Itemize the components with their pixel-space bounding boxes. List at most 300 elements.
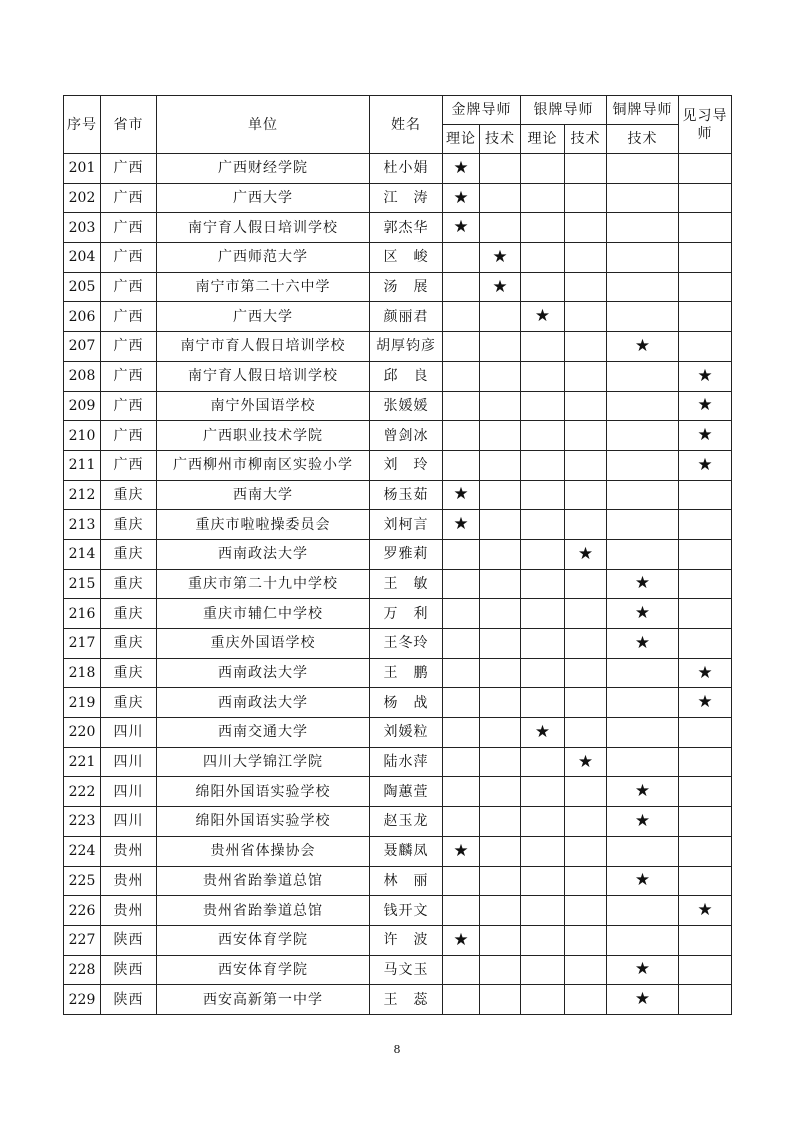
cell-silver-technique <box>565 539 607 569</box>
row-province: 广西 <box>101 243 157 273</box>
row-unit: 南宁育人假日培训学校 <box>157 361 370 391</box>
cell-trainee <box>679 836 732 866</box>
cell-gold-technique <box>480 213 521 243</box>
cell-gold-theory <box>443 213 480 243</box>
cell-gold-theory <box>443 154 480 184</box>
cell-bronze-technique <box>607 569 679 599</box>
cell-bronze-technique <box>607 836 679 866</box>
row-province: 重庆 <box>101 539 157 569</box>
cell-silver-technique <box>565 154 607 184</box>
cell-silver-theory <box>521 658 565 688</box>
star-icon: ★ <box>634 603 651 624</box>
row-unit: 西安高新第一中学 <box>157 985 370 1015</box>
page-number: 8 <box>393 1043 401 1056</box>
row-index: 212 <box>64 480 101 510</box>
row-province: 贵州 <box>101 896 157 926</box>
cell-bronze-technique <box>607 510 679 540</box>
star-icon: ★ <box>634 632 651 653</box>
cell-silver-technique <box>565 391 607 421</box>
cell-silver-theory <box>521 955 565 985</box>
cell-gold-theory <box>443 480 480 510</box>
cell-silver-technique <box>565 243 607 273</box>
star-icon: ★ <box>634 870 651 891</box>
cell-silver-theory <box>521 539 565 569</box>
cell-silver-theory <box>521 836 565 866</box>
cell-trainee <box>679 332 732 362</box>
cell-silver-theory <box>521 154 565 184</box>
row-name: 马文玉 <box>370 955 443 985</box>
row-name: 杨 战 <box>370 688 443 718</box>
cell-trainee <box>679 985 732 1015</box>
cell-gold-technique <box>480 688 521 718</box>
row-name: 颜丽君 <box>370 302 443 332</box>
cell-silver-theory <box>521 807 565 837</box>
cell-bronze-technique <box>607 539 679 569</box>
cell-silver-technique <box>565 450 607 480</box>
star-icon: ★ <box>697 692 713 713</box>
table-row <box>64 450 732 480</box>
cell-gold-theory <box>443 866 480 896</box>
cell-gold-technique <box>480 955 521 985</box>
table-row <box>64 243 732 273</box>
star-icon: ★ <box>634 989 651 1010</box>
row-name: 曾剑冰 <box>370 421 443 451</box>
row-name: 杨玉茹 <box>370 480 443 510</box>
cell-trainee <box>679 718 732 748</box>
row-unit: 南宁市第二十六中学 <box>157 272 370 302</box>
cell-gold-technique <box>480 332 521 362</box>
row-province: 广西 <box>101 332 157 362</box>
cell-silver-theory <box>521 688 565 718</box>
cell-silver-technique <box>565 599 607 629</box>
cell-trainee <box>679 955 732 985</box>
cell-silver-technique <box>565 183 607 213</box>
cell-gold-theory <box>443 183 480 213</box>
star-icon: ★ <box>697 395 713 416</box>
row-index: 224 <box>64 836 101 866</box>
cell-gold-theory <box>443 718 480 748</box>
row-name: 郭杰华 <box>370 213 443 243</box>
row-unit: 广西大学 <box>157 302 370 332</box>
cell-gold-technique <box>480 599 521 629</box>
row-province: 广西 <box>101 183 157 213</box>
star-icon: ★ <box>453 157 469 178</box>
row-province: 重庆 <box>101 480 157 510</box>
row-index: 209 <box>64 391 101 421</box>
row-index: 203 <box>64 213 101 243</box>
cell-gold-technique <box>480 658 521 688</box>
cell-silver-technique <box>565 777 607 807</box>
cell-silver-technique <box>565 272 607 302</box>
table-row <box>64 866 732 896</box>
row-unit: 西南交通大学 <box>157 718 370 748</box>
cell-trainee <box>679 599 732 629</box>
cell-bronze-technique <box>607 718 679 748</box>
cell-bronze-technique <box>607 480 679 510</box>
cell-trainee <box>679 569 732 599</box>
cell-gold-theory <box>443 599 480 629</box>
row-name: 区 峻 <box>370 243 443 273</box>
row-province: 陕西 <box>101 955 157 985</box>
cell-gold-technique <box>480 896 521 926</box>
table-row <box>64 361 732 391</box>
cell-silver-technique <box>565 421 607 451</box>
cell-silver-technique <box>565 302 607 332</box>
cell-bronze-technique <box>607 777 679 807</box>
cell-trainee <box>679 391 732 421</box>
row-index: 213 <box>64 510 101 540</box>
cell-gold-technique <box>480 569 521 599</box>
cell-trainee <box>679 688 732 718</box>
star-icon: ★ <box>697 454 713 475</box>
cell-silver-theory <box>521 569 565 599</box>
row-province: 重庆 <box>101 629 157 659</box>
row-index: 227 <box>64 925 101 955</box>
row-index: 215 <box>64 569 101 599</box>
header-silver-mentor: 银牌导师 <box>521 96 607 125</box>
cell-silver-technique <box>565 629 607 659</box>
cell-trainee <box>679 510 732 540</box>
cell-gold-theory <box>443 836 480 866</box>
row-unit: 重庆市第二十九中学校 <box>157 569 370 599</box>
header-unit: 单位 <box>157 96 370 154</box>
row-name: 王冬玲 <box>370 629 443 659</box>
row-province: 四川 <box>101 807 157 837</box>
row-name: 邱 良 <box>370 361 443 391</box>
row-name: 王 敏 <box>370 569 443 599</box>
star-icon: ★ <box>453 514 469 535</box>
cell-trainee <box>679 866 732 896</box>
cell-silver-theory <box>521 332 565 362</box>
cell-gold-technique <box>480 391 521 421</box>
cell-silver-theory <box>521 985 565 1015</box>
row-index: 214 <box>64 539 101 569</box>
table-row <box>64 688 732 718</box>
row-name: 罗雅莉 <box>370 539 443 569</box>
row-province: 广西 <box>101 391 157 421</box>
cell-silver-theory <box>521 302 565 332</box>
star-icon: ★ <box>697 365 713 386</box>
cell-gold-theory <box>443 629 480 659</box>
row-index: 204 <box>64 243 101 273</box>
table-row <box>64 391 732 421</box>
cell-silver-theory <box>521 183 565 213</box>
cell-bronze-technique <box>607 955 679 985</box>
row-unit: 重庆市啦啦操委员会 <box>157 510 370 540</box>
table-row <box>64 480 732 510</box>
cell-bronze-technique <box>607 629 679 659</box>
cell-silver-technique <box>565 836 607 866</box>
cell-gold-technique <box>480 480 521 510</box>
row-unit: 四川大学锦江学院 <box>157 747 370 777</box>
row-unit: 贵州省体操协会 <box>157 836 370 866</box>
table-row <box>64 836 732 866</box>
cell-bronze-technique <box>607 243 679 273</box>
row-province: 重庆 <box>101 599 157 629</box>
star-icon: ★ <box>697 425 713 446</box>
row-index: 229 <box>64 985 101 1015</box>
cell-silver-theory <box>521 896 565 926</box>
row-name: 胡厚钧彦 <box>370 332 443 362</box>
table-row <box>64 925 732 955</box>
row-province: 广西 <box>101 450 157 480</box>
row-unit: 西安体育学院 <box>157 955 370 985</box>
table-row <box>64 896 732 926</box>
table-row <box>64 183 732 213</box>
row-name: 聂麟凤 <box>370 836 443 866</box>
cell-gold-technique <box>480 154 521 184</box>
cell-bronze-technique <box>607 688 679 718</box>
table-row <box>64 955 732 985</box>
star-icon: ★ <box>453 187 469 208</box>
row-index: 217 <box>64 629 101 659</box>
cell-trainee <box>679 243 732 273</box>
cell-gold-technique <box>480 421 521 451</box>
row-unit: 绵阳外国语实验学校 <box>157 777 370 807</box>
row-index: 219 <box>64 688 101 718</box>
header-gold-mentor: 金牌导师 <box>443 96 521 125</box>
cell-bronze-technique <box>607 213 679 243</box>
cell-gold-theory <box>443 361 480 391</box>
row-index: 226 <box>64 896 101 926</box>
row-unit: 重庆外国语学校 <box>157 629 370 659</box>
star-icon: ★ <box>634 810 651 831</box>
row-province: 重庆 <box>101 688 157 718</box>
table-row <box>64 302 732 332</box>
table-row <box>64 747 732 777</box>
cell-bronze-technique <box>607 985 679 1015</box>
row-province: 广西 <box>101 154 157 184</box>
row-unit: 广西大学 <box>157 183 370 213</box>
header-province: 省市 <box>101 96 157 154</box>
row-unit: 南宁外国语学校 <box>157 391 370 421</box>
cell-trainee <box>679 807 732 837</box>
cell-gold-theory <box>443 302 480 332</box>
table-row <box>64 213 732 243</box>
cell-silver-technique <box>565 361 607 391</box>
cell-gold-theory <box>443 421 480 451</box>
cell-bronze-technique <box>607 599 679 629</box>
cell-bronze-technique <box>607 302 679 332</box>
row-province: 重庆 <box>101 658 157 688</box>
cell-bronze-technique <box>607 896 679 926</box>
star-icon: ★ <box>634 959 651 980</box>
cell-bronze-technique <box>607 154 679 184</box>
cell-gold-technique <box>480 510 521 540</box>
row-province: 广西 <box>101 213 157 243</box>
cell-silver-technique <box>565 925 607 955</box>
row-province: 四川 <box>101 777 157 807</box>
cell-gold-technique <box>480 243 521 273</box>
row-unit: 广西柳州市柳南区实验小学 <box>157 450 370 480</box>
header-silver-technique: 技术 <box>565 125 607 154</box>
star-icon: ★ <box>453 929 469 950</box>
cell-trainee <box>679 183 732 213</box>
header-bronze-technique: 技术 <box>607 125 679 154</box>
row-index: 201 <box>64 154 101 184</box>
header-gold-technique: 技术 <box>480 125 521 154</box>
row-index: 222 <box>64 777 101 807</box>
cell-trainee <box>679 777 732 807</box>
row-index: 220 <box>64 718 101 748</box>
cell-silver-technique <box>565 569 607 599</box>
row-unit: 西南大学 <box>157 480 370 510</box>
table-row <box>64 510 732 540</box>
cell-silver-theory <box>521 629 565 659</box>
cell-gold-technique <box>480 985 521 1015</box>
cell-gold-technique <box>480 925 521 955</box>
cell-gold-theory <box>443 243 480 273</box>
star-icon: ★ <box>534 306 551 327</box>
cell-silver-theory <box>521 213 565 243</box>
cell-bronze-technique <box>607 421 679 451</box>
row-index: 207 <box>64 332 101 362</box>
row-name: 赵玉龙 <box>370 807 443 837</box>
cell-silver-technique <box>565 658 607 688</box>
header-trainee-mentor: 见习导师 <box>679 96 732 154</box>
row-province: 广西 <box>101 361 157 391</box>
row-unit: 广西财经学院 <box>157 154 370 184</box>
cell-gold-theory <box>443 569 480 599</box>
row-unit: 广西职业技术学院 <box>157 421 370 451</box>
cell-silver-theory <box>521 361 565 391</box>
cell-silver-technique <box>565 332 607 362</box>
star-icon: ★ <box>634 573 651 594</box>
star-icon: ★ <box>697 900 713 921</box>
row-province: 广西 <box>101 421 157 451</box>
cell-gold-theory <box>443 272 480 302</box>
table-row <box>64 807 732 837</box>
cell-bronze-technique <box>607 450 679 480</box>
row-province: 陕西 <box>101 985 157 1015</box>
cell-gold-technique <box>480 272 521 302</box>
cell-silver-theory <box>521 243 565 273</box>
row-name: 刘媛粒 <box>370 718 443 748</box>
cell-trainee <box>679 213 732 243</box>
row-name: 王 鹏 <box>370 658 443 688</box>
cell-silver-theory <box>521 718 565 748</box>
row-province: 重庆 <box>101 569 157 599</box>
cell-silver-technique <box>565 213 607 243</box>
row-province: 广西 <box>101 302 157 332</box>
row-unit: 西安体育学院 <box>157 925 370 955</box>
row-unit: 南宁市育人假日培训学校 <box>157 332 370 362</box>
row-index: 205 <box>64 272 101 302</box>
cell-gold-theory <box>443 332 480 362</box>
cell-silver-theory <box>521 777 565 807</box>
cell-trainee <box>679 480 732 510</box>
star-icon: ★ <box>577 543 594 564</box>
star-icon: ★ <box>697 662 713 683</box>
cell-gold-technique <box>480 718 521 748</box>
row-unit: 贵州省跆拳道总馆 <box>157 866 370 896</box>
cell-silver-theory <box>521 450 565 480</box>
row-unit: 贵州省跆拳道总馆 <box>157 896 370 926</box>
table-row <box>64 421 732 451</box>
cell-gold-theory <box>443 539 480 569</box>
cell-silver-technique <box>565 480 607 510</box>
cell-gold-technique <box>480 747 521 777</box>
row-name: 刘柯言 <box>370 510 443 540</box>
row-unit: 南宁育人假日培训学校 <box>157 213 370 243</box>
table-row <box>64 539 732 569</box>
cell-trainee <box>679 272 732 302</box>
row-province: 贵州 <box>101 866 157 896</box>
row-province: 陕西 <box>101 925 157 955</box>
cell-gold-technique <box>480 450 521 480</box>
cell-gold-theory <box>443 450 480 480</box>
row-index: 221 <box>64 747 101 777</box>
cell-bronze-technique <box>607 866 679 896</box>
row-index: 223 <box>64 807 101 837</box>
row-unit: 绵阳外国语实验学校 <box>157 807 370 837</box>
row-unit: 重庆市辅仁中学校 <box>157 599 370 629</box>
cell-bronze-technique <box>607 183 679 213</box>
table-row <box>64 272 732 302</box>
row-name: 江 涛 <box>370 183 443 213</box>
cell-gold-technique <box>480 777 521 807</box>
row-unit: 西南政法大学 <box>157 658 370 688</box>
star-icon: ★ <box>634 335 651 356</box>
cell-trainee <box>679 658 732 688</box>
row-index: 208 <box>64 361 101 391</box>
row-province: 四川 <box>101 747 157 777</box>
cell-gold-theory <box>443 391 480 421</box>
row-name: 汤 展 <box>370 272 443 302</box>
header-name: 姓名 <box>370 96 443 154</box>
row-name: 钱开文 <box>370 896 443 926</box>
cell-gold-technique <box>480 539 521 569</box>
cell-gold-technique <box>480 361 521 391</box>
cell-bronze-technique <box>607 807 679 837</box>
cell-gold-technique <box>480 183 521 213</box>
cell-silver-technique <box>565 807 607 837</box>
table-header <box>64 96 732 154</box>
cell-gold-technique <box>480 866 521 896</box>
cell-trainee <box>679 361 732 391</box>
table-row <box>64 629 732 659</box>
row-index: 216 <box>64 599 101 629</box>
star-icon: ★ <box>492 276 508 297</box>
cell-gold-theory <box>443 807 480 837</box>
table-row <box>64 658 732 688</box>
cell-gold-technique <box>480 807 521 837</box>
cell-gold-theory <box>443 777 480 807</box>
row-index: 228 <box>64 955 101 985</box>
cell-bronze-technique <box>607 361 679 391</box>
cell-silver-theory <box>521 272 565 302</box>
header-bronze-mentor: 铜牌导师 <box>607 96 679 125</box>
cell-bronze-technique <box>607 658 679 688</box>
star-icon: ★ <box>534 721 551 742</box>
cell-gold-theory <box>443 510 480 540</box>
cell-trainee <box>679 629 732 659</box>
star-icon: ★ <box>453 484 469 505</box>
cell-trainee <box>679 925 732 955</box>
cell-trainee <box>679 747 732 777</box>
row-name: 许 波 <box>370 925 443 955</box>
table-row <box>64 777 732 807</box>
row-name: 万 利 <box>370 599 443 629</box>
cell-silver-theory <box>521 747 565 777</box>
row-name: 杜小娟 <box>370 154 443 184</box>
cell-bronze-technique <box>607 272 679 302</box>
row-name: 陶蕙萱 <box>370 777 443 807</box>
cell-gold-theory <box>443 658 480 688</box>
cell-bronze-technique <box>607 391 679 421</box>
row-index: 206 <box>64 302 101 332</box>
row-index: 218 <box>64 658 101 688</box>
